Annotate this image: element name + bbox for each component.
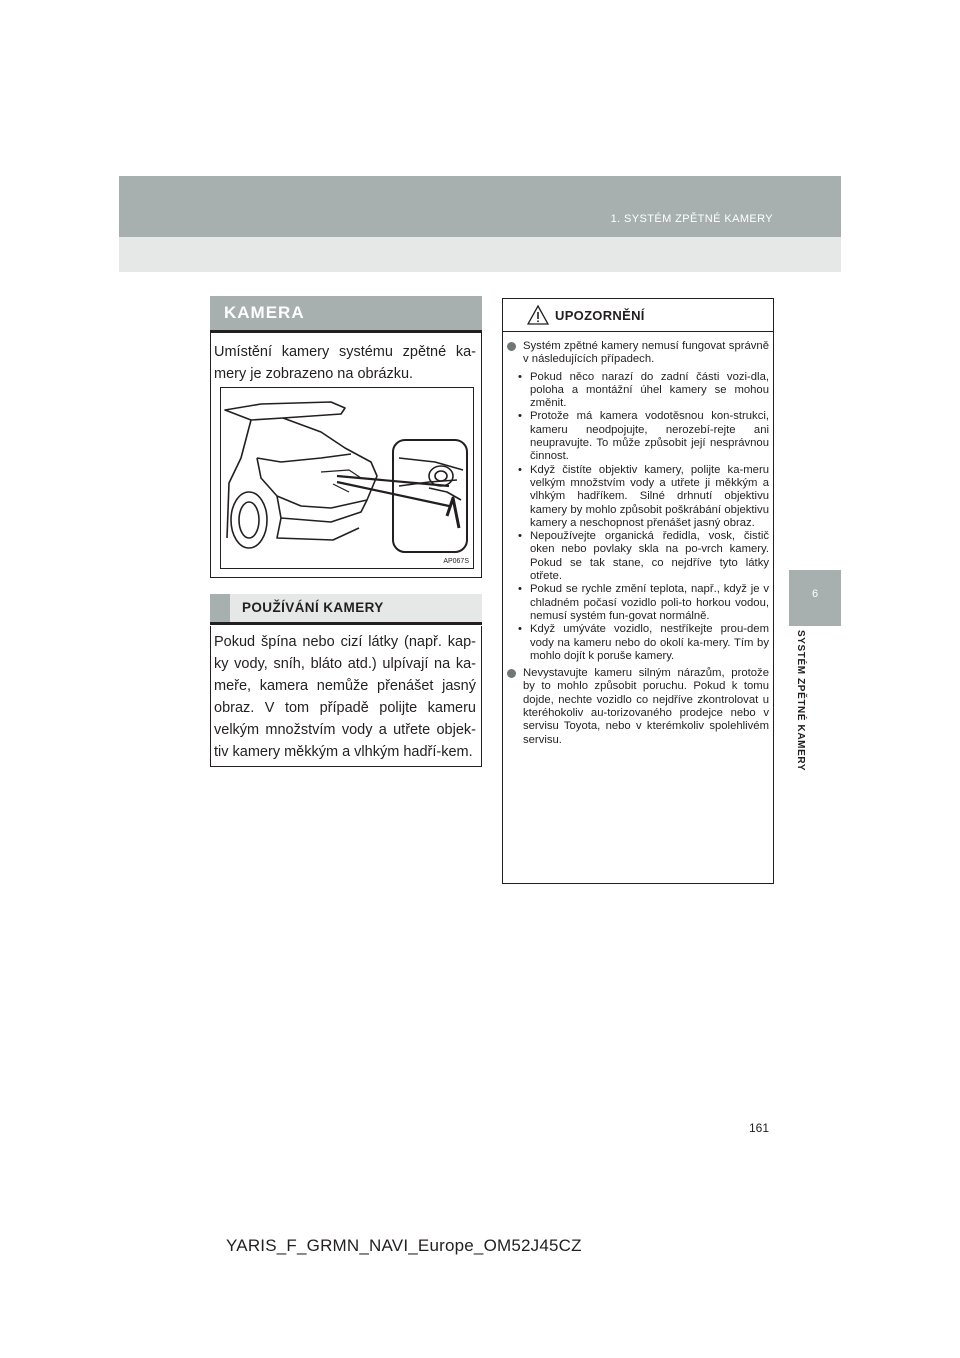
chapter-number: 6 [811, 588, 819, 600]
caution-sub-item: • Když umýváte vozidlo, nestříkejte prou-dem vody na kameru nebo do okolí ka-mery. Tím by mohlo dojít k poruše kamery. [518, 623, 769, 662]
kamera-text: Umístění kamery systému zpětné ka-mery je zobrazeno na obrázku. [214, 344, 476, 382]
caution-heading: UPOZORNĚNÍ [555, 308, 645, 323]
camera-illustration [220, 387, 474, 569]
caution-sub-item: • Když čistíte objektiv kamery, polijte ka-meru velkým množstvím vody a utřete ji měkkým a vlhkým hadříkem. Silné drhnutí objektivu kamery by mohlo způsobit poškrábání objektivu kamery a neschopnost přenášet jasný obraz. [518, 463, 769, 529]
chapter-tab[interactable] [789, 570, 841, 626]
caution-bullet-text: Nevystavujte kameru silným nárazům, protože by to mohlo způsobit poruchu. Pokud k tomu dojde, nechte vozidlo co nejdříve zkontrolovat u kteréhokoliv au-torizovaného prodejce nebo v servisu Toyota, nebo v kterémkoliv spolehlivém servisu. [523, 667, 769, 746]
caution-sub-item: • Nepoužívejte organická ředidla, vosk, čistič oken nebo povlaky skla na po-vrch kamery. Pokud se tak stane, co nejdříve tyto látky otřete. [518, 530, 769, 583]
car-rear-illustration [221, 388, 473, 568]
page-header [119, 176, 841, 272]
bullet-dot-icon [507, 342, 516, 351]
caution-sub-text: Protože má kamera vodotěsnou kon-strukci, kameru neodpojujte, nerozebí-rejte ani neupravujte. To může způsobit její nesprávnou činnost. [530, 410, 769, 463]
pouzivani-section [210, 626, 482, 767]
pouzivani-text: Pokud špína nebo cizí látky (např. kap-ky vody, sníh, bláto atd.) ulpívají na ka-meře, kamera nemůže přenášet jasný obraz. V tom případě polijte kameru velkým množstvím vody a utřete objek-tiv kamery měkkým a vlhkým hadří-kem. [214, 634, 476, 760]
caution-sub-item: • Pokud něco narazí do zadní části vozi-dla, poloha a montážní úhel kamery se mohou změnit. [518, 370, 769, 410]
caution-box [502, 298, 774, 884]
warning-triangle-icon [527, 305, 549, 325]
caution-body [507, 340, 769, 747]
caution-sub-text: Pokud něco narazí do zadní části vozi-dla, poloha a montážní úhel kamery se mohou změnit. [530, 370, 769, 410]
document-code: YARIS_F_GRMN_NAVI_Europe_OM52J45CZ [226, 1236, 582, 1255]
kamera-heading-text: KAMERA [224, 303, 305, 322]
caution-sub-text: Pokud se rychle změní teplota, např., když je v chladném počasí vozidlo poli-to horkou vodou, nemusí systém fun-govat normálně. [530, 583, 769, 622]
header-light-band [119, 237, 841, 272]
bullet-dot-icon [507, 669, 516, 678]
caution-header [503, 299, 773, 332]
heading-marker [210, 594, 230, 622]
caution-bullet [507, 667, 769, 747]
caution-sub-item: • Pokud se rychle změní teplota, např., když je v chladném počasí vozidlo poli-to horkou vodou, nemusí systém fun-govat normálně. [518, 583, 769, 622]
caution-sub-text: Když čistíte objektiv kamery, polijte ka-meru velkým množstvím vody a utřete ji měkkým a vlhkým hadříkem. Silné drhnutí objektivu kamery by mohlo způsobit poškrábání objektivu kamery a neschopnost přenášet jasný obraz. [530, 463, 769, 529]
chapter-label: SYSTÉM ZPĚTNÉ KAMERY [795, 630, 806, 772]
illustration-code: AP067S [443, 558, 469, 565]
section-title: 1. SYSTÉM ZPĚTNÉ KAMERY [610, 213, 773, 225]
caution-sub-text: Nepoužívejte organická ředidla, vosk, čistič oken nebo povlaky skla na po-vrch kamery. Pokud se tak stane, co nejdříve tyto látky otřete. [530, 530, 769, 583]
caution-sub-text: Když umýváte vozidlo, nestříkejte prou-dem vody na kameru nebo do okolí ka-mery. Tím by mohlo dojít k poruše kamery. [530, 623, 769, 662]
kamera-heading [210, 296, 482, 333]
header-dark-band [119, 176, 841, 237]
pouzivani-heading-text: POUŽÍVÁNÍ KAMERY [242, 600, 384, 615]
caution-sub-item: • Protože má kamera vodotěsnou kon-strukci, kameru neodpojujte, nerozebí-rejte ani neupravujte. To může způsobit její nesprávnou činnost. [518, 410, 769, 463]
page-number: 161 [749, 1121, 770, 1135]
caution-bullet-text: Systém zpětné kamery nemusí fungovat správně v následujících případech. [523, 340, 769, 366]
pouzivani-heading [210, 594, 482, 625]
caution-bullet [507, 340, 769, 367]
